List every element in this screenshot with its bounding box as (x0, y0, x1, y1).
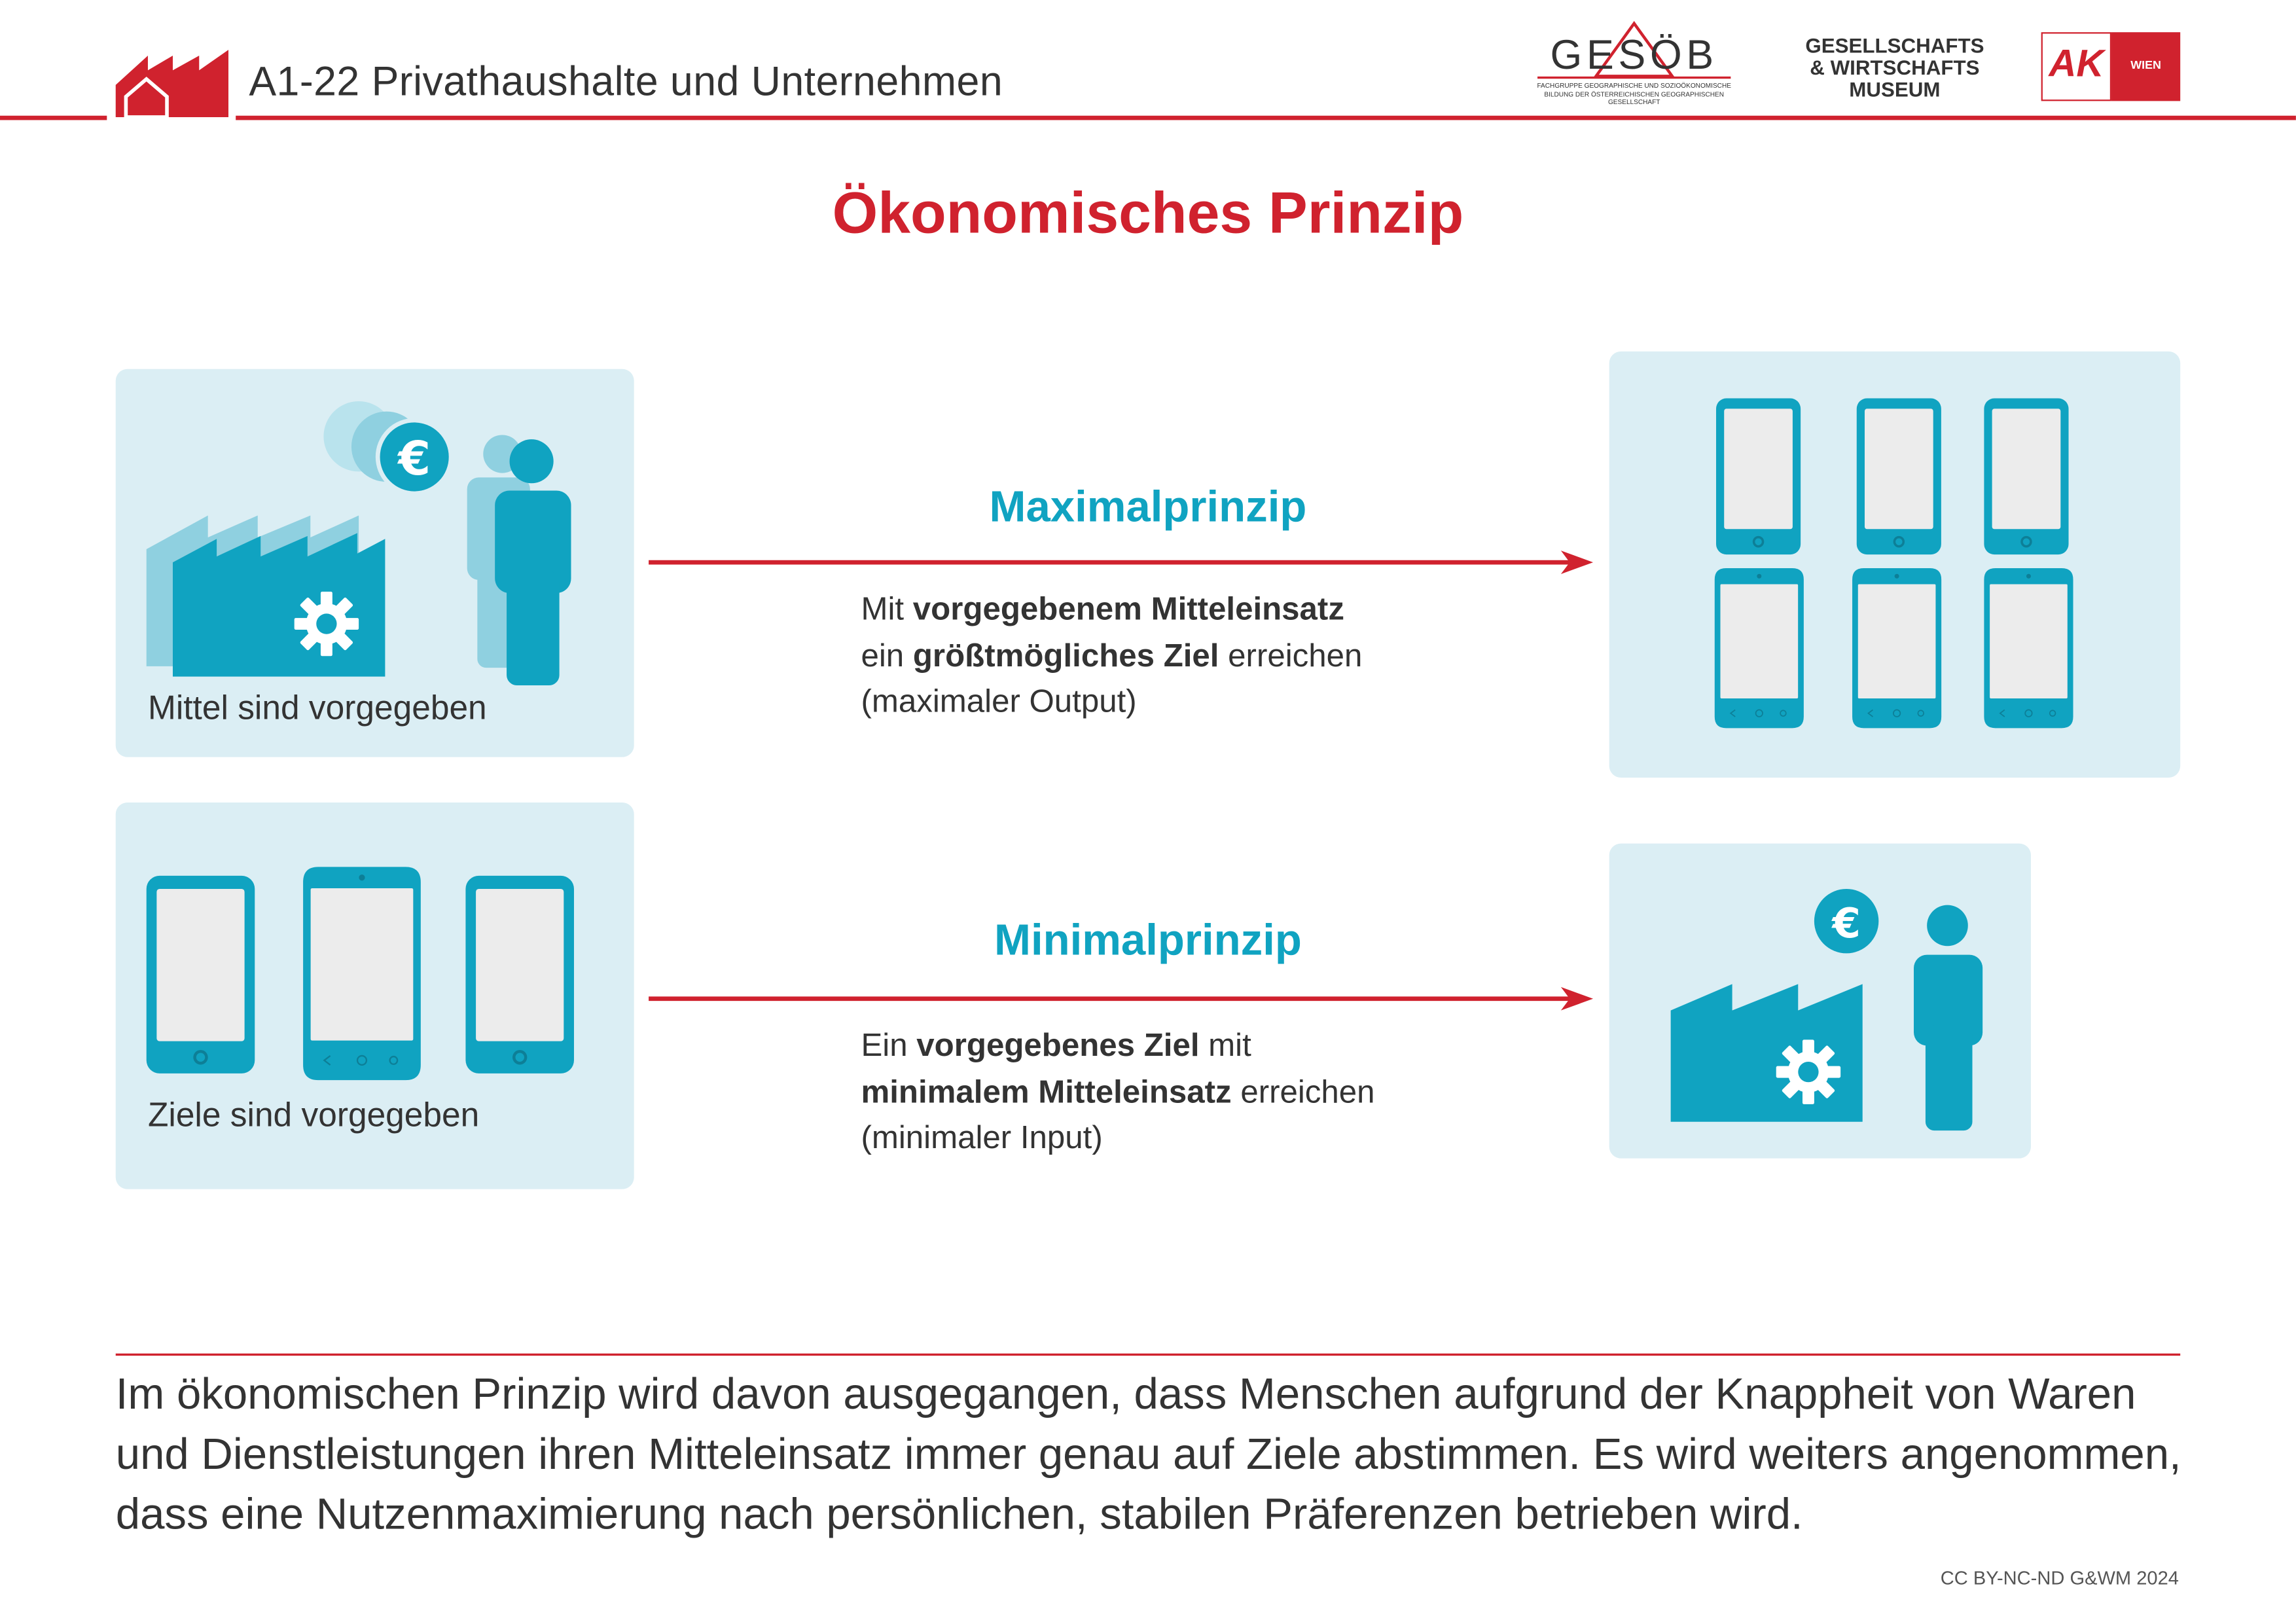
page-title: Ökonomisches Prinzip (832, 181, 1464, 246)
license-note: CC BY-NC-ND G&WM 2024 (1940, 1566, 2179, 1589)
tablet-icon (1984, 568, 2073, 728)
person-icon (1914, 905, 1982, 1131)
ak-region: WIEN (2130, 58, 2161, 72)
factory-icon (173, 533, 385, 676)
minimal-line-1: Ein vorgegebenes Ziel mit (861, 1026, 1251, 1064)
maximal-line-3: (maximaler Output) (861, 682, 1137, 719)
arrow-right-icon (649, 550, 1593, 574)
phone-icon (147, 876, 255, 1074)
tablet-icon (1852, 568, 1941, 728)
svg-text:€: € (398, 431, 431, 486)
tablet-icon (303, 867, 421, 1080)
minimal-line-3: (minimaler Input) (861, 1119, 1103, 1156)
gear-icon (1776, 1039, 1840, 1104)
arrow-right-icon (649, 987, 1593, 1011)
maximalprinzip-description (861, 586, 1362, 724)
museum-line-2: & WIRTSCHAFTS (1810, 56, 1980, 79)
footer-explanation: Im ökonomischen Prinzip wird davon ausgegangen, dass Menschen aufgrund der Knappheit von Waren und Dienstleistungen ihren Mitteleinsatz immer genau auf Ziele abstimmen. Es wird weiters angenommen, dass eine Nutzenmaximierung nach persönlichen, stabilen Präferenzen betrieben wird. (115, 1371, 2181, 1540)
phone-icon (1857, 399, 1941, 555)
header-title: A1-22 Privathaushalte und Unternehmen (249, 58, 1003, 104)
minimalprinzip-title: Minimalprinzip (994, 916, 1302, 965)
gear-icon (295, 592, 359, 656)
museum-line-1: GESELLSCHAFTS (1805, 33, 1984, 58)
euro-coin-icon (323, 401, 451, 494)
minimalprinzip-description (861, 1022, 1374, 1161)
maximal-line-1: Mit vorgegebenem Mitteleinsatz (861, 590, 1344, 627)
ak-wordmark: AK (2049, 41, 2104, 85)
caption-means-given: Mittel sind vorgegeben (147, 688, 487, 727)
caption-goals-given: Ziele sind vorgegeben (147, 1095, 480, 1134)
maximal-line-2: ein größtmögliches Ziel erreichen (861, 636, 1363, 673)
phone-icon (465, 876, 574, 1074)
maximalprinzip-title: Maximalprinzip (989, 483, 1307, 532)
minimal-line-2: minimalem Mitteleinsatz erreichen (861, 1072, 1375, 1110)
museum-line-3: MUSEUM (1849, 77, 1941, 101)
gesoeb-wordmark: GESÖB (1550, 32, 1718, 78)
phone-icon (1716, 399, 1801, 555)
svg-text:€: € (1832, 899, 1861, 947)
phone-icon (1984, 399, 2068, 555)
tablet-icon (1715, 568, 1804, 728)
euro-coin-icon (1814, 889, 1878, 953)
gesoeb-subtitle: FACHGRUPPE GEOGRAPHISCHE UND SOZIOÖKONOMISCHE BILDUNG DER ÖSTERREICHISCHEN GEOGRAPHISCHEN GESELLSCHAFT (1537, 82, 1731, 106)
